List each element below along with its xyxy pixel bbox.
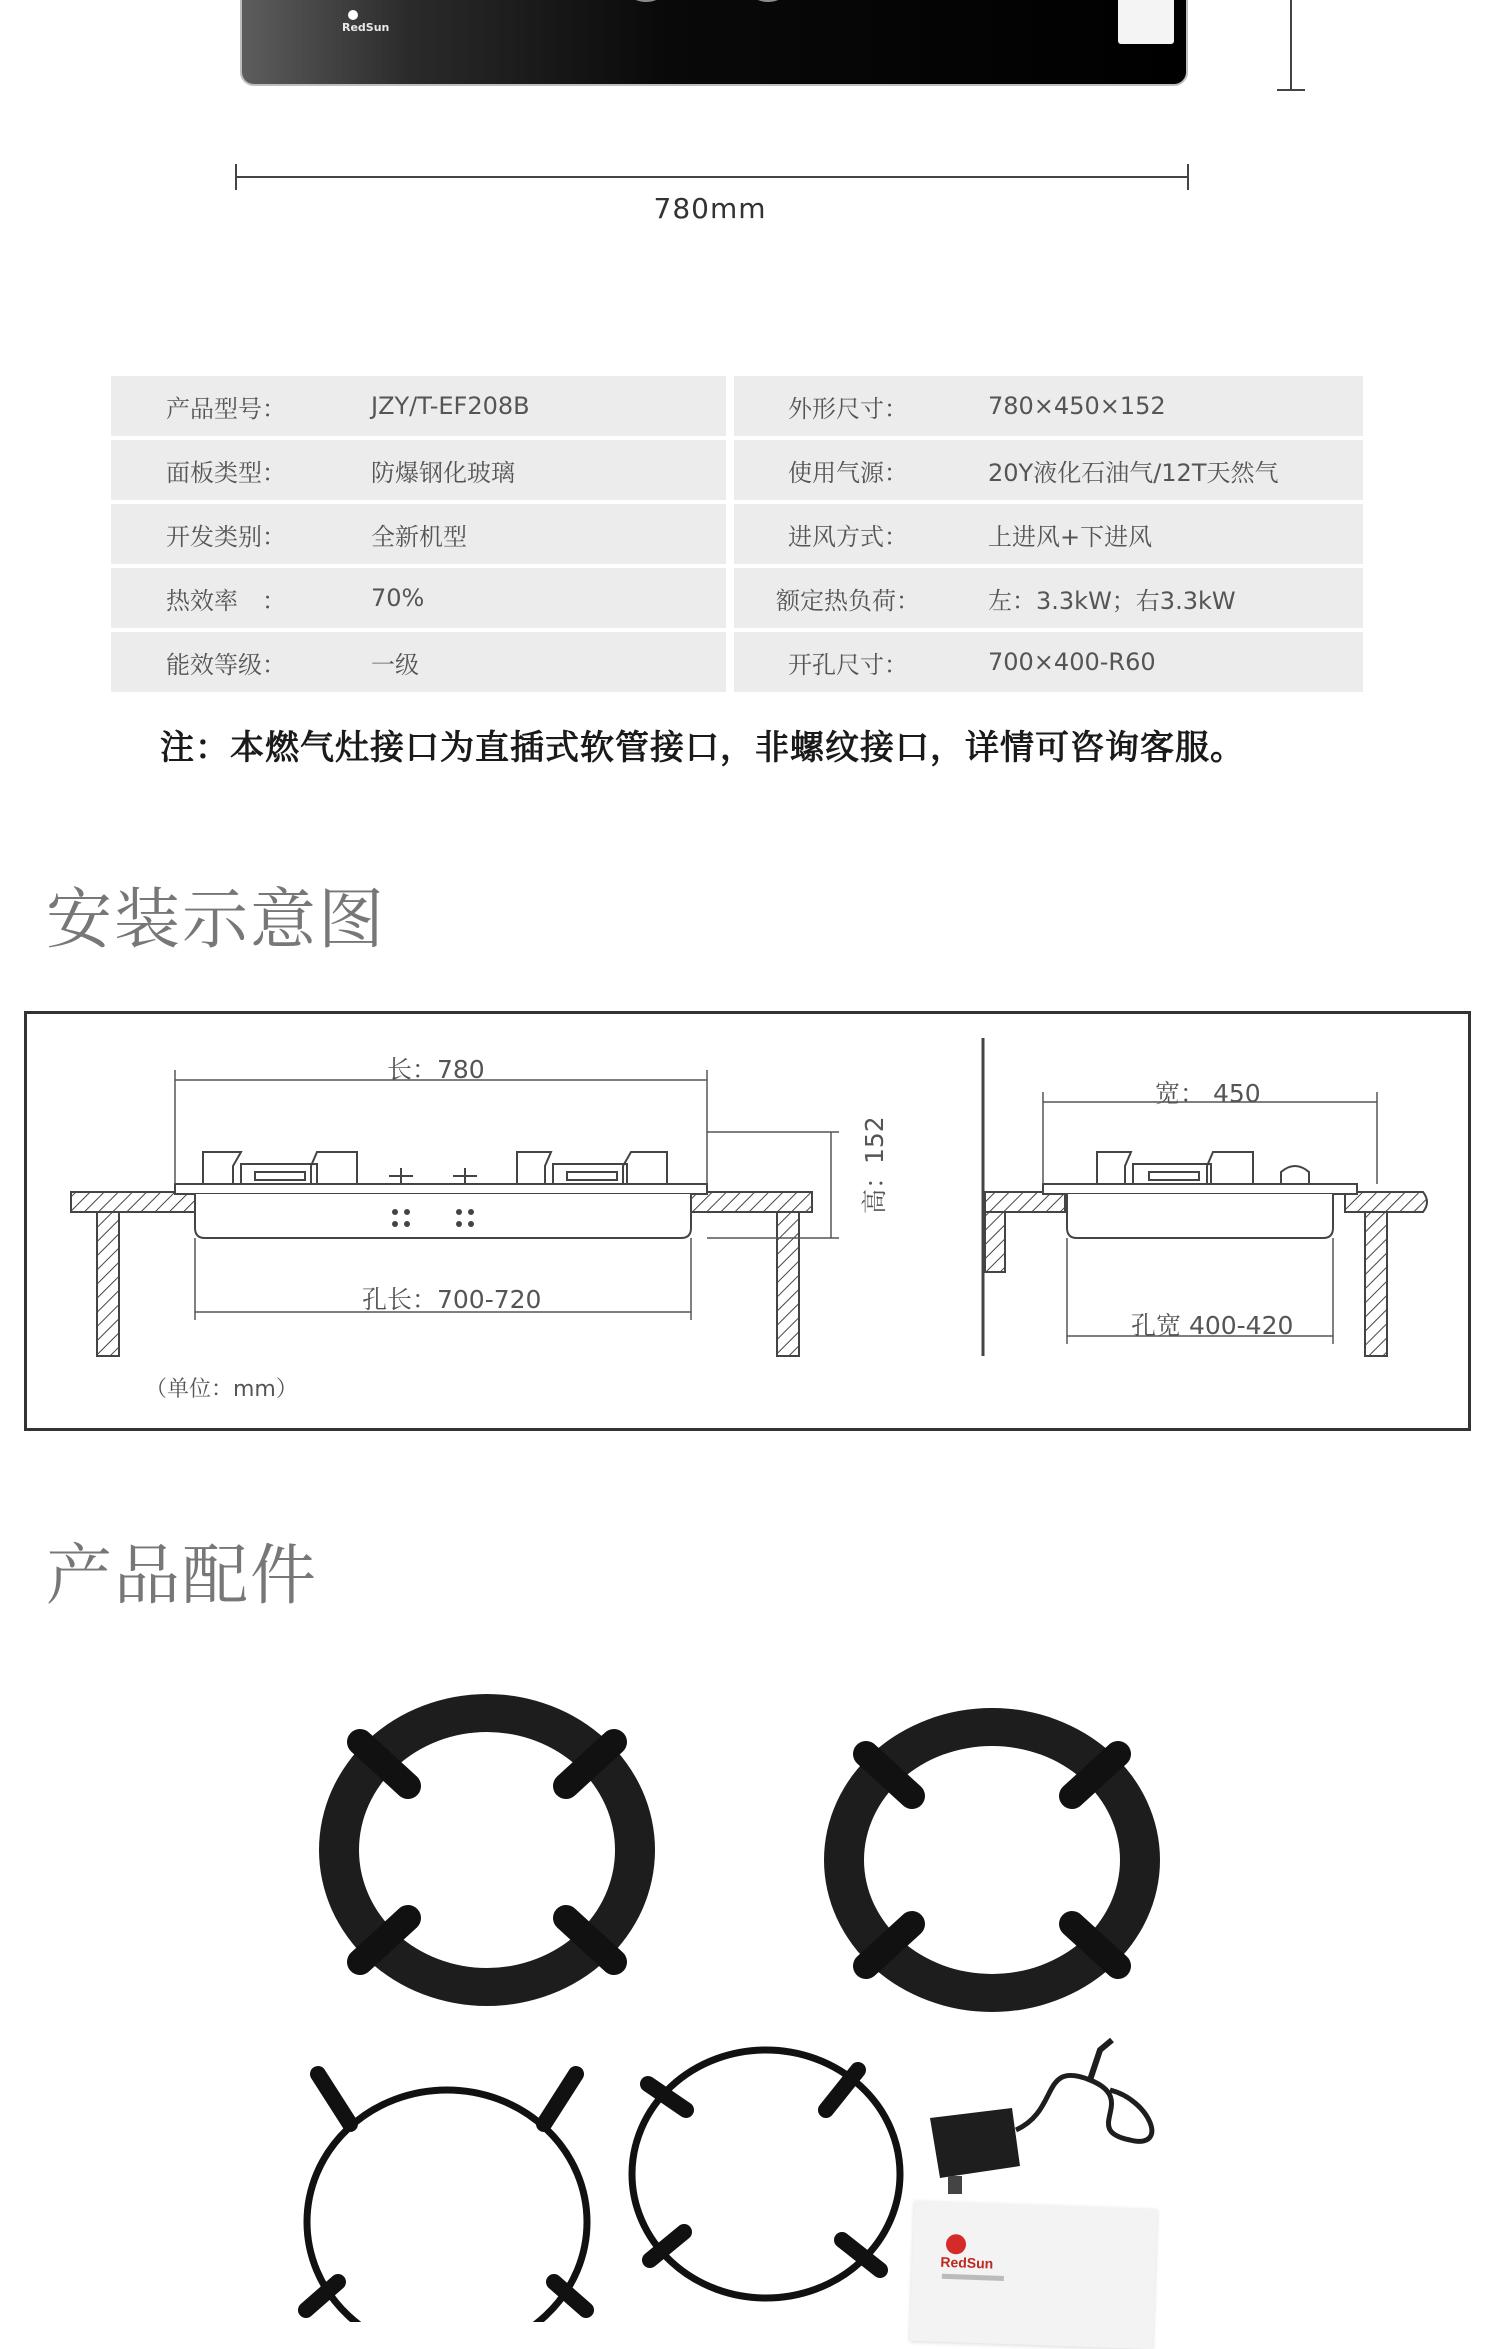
spec-gap xyxy=(726,632,734,692)
energy-efficiency-label xyxy=(1118,0,1174,44)
right-burner xyxy=(517,1152,667,1184)
spec-key: 热效率 ： xyxy=(111,568,341,628)
width-dimension-line xyxy=(235,176,1189,178)
width-dimension-cap-left xyxy=(235,164,237,190)
spec-key: 产品型号： xyxy=(111,376,341,436)
spec-value: 上进风+下进风 xyxy=(962,504,1363,564)
cast-iron-pan-support-left xyxy=(319,1694,655,2006)
spec-gap xyxy=(726,504,734,564)
right-control-knob xyxy=(742,0,794,2)
installation-diagram xyxy=(24,1011,1471,1431)
instruction-manual xyxy=(910,2201,1158,2349)
spec-key: 开发类别： xyxy=(111,504,341,564)
installation-diagram-svg xyxy=(27,1014,1468,1428)
spec-key: 能效等级： xyxy=(111,632,341,692)
spec-gap xyxy=(726,568,734,628)
length-label: 长：780 xyxy=(387,1055,485,1084)
power-adapter-icon xyxy=(930,2040,1152,2194)
install-section-title: 安装示意图 xyxy=(46,881,386,958)
spec-value: JZY/T-EF208B xyxy=(341,376,726,436)
spec-table xyxy=(111,372,1363,696)
cooktop-body xyxy=(195,1194,691,1238)
spec-value: 全新机型 xyxy=(341,504,726,564)
redsun-logo-icon xyxy=(946,2234,967,2255)
hole-width-label: 孔宽 400-420 xyxy=(1131,1311,1294,1340)
left-control-knob xyxy=(620,0,672,2)
spec-key: 进风方式： xyxy=(734,504,962,564)
manual-subtitle-bar xyxy=(942,2274,1004,2281)
height-label: 高：152 xyxy=(860,1116,889,1214)
side-burner xyxy=(1097,1152,1309,1184)
spec-gap xyxy=(726,440,734,500)
counter-side-left-lip xyxy=(985,1212,1005,1272)
spec-row xyxy=(111,376,1363,436)
cooktop-side-plate xyxy=(1043,1184,1357,1194)
height-dimension-cap xyxy=(1277,89,1305,91)
spec-value: 20Y液化石油气/12T天然气 xyxy=(962,440,1363,500)
spec-row xyxy=(111,504,1363,564)
spec-row xyxy=(111,568,1363,628)
spec-key: 额定热负荷： xyxy=(734,568,962,628)
spec-value: 左：3.3kW；右3.3kW xyxy=(962,568,1363,628)
cooktop-side-body xyxy=(1067,1194,1333,1238)
spec-value: 一级 xyxy=(341,632,726,692)
spec-value: 70% xyxy=(341,568,726,628)
spec-row xyxy=(111,440,1363,500)
spec-value: 防爆钢化玻璃 xyxy=(341,440,726,500)
wire-pan-support-right xyxy=(632,2050,900,2298)
spec-key: 使用气源： xyxy=(734,440,962,500)
accessories-section-title: 产品配件 xyxy=(46,1537,318,1614)
spec-value: 700×400-R60 xyxy=(962,632,1363,692)
left-burner xyxy=(203,1152,357,1184)
brand-logo-text: RedSun xyxy=(342,21,390,34)
unit-label: （单位：mm） xyxy=(145,1377,298,1402)
spec-value: 780×450×152 xyxy=(962,376,1363,436)
width-dimension-cap-right xyxy=(1187,164,1189,190)
height-dimension xyxy=(707,1132,839,1238)
cabinet-wall-right xyxy=(777,1212,799,1356)
connection-note: 注：本燃气灶接口为直插式软管接口，非螺纹接口，详情可咨询客服。 xyxy=(160,728,1245,768)
spec-key: 开孔尺寸： xyxy=(734,632,962,692)
brand-logo xyxy=(342,10,389,33)
igniters xyxy=(389,1168,477,1184)
cooktop-glass-panel xyxy=(240,0,1188,86)
spec-row xyxy=(111,632,1363,692)
cabinet-wall-left xyxy=(97,1212,119,1356)
height-dimension-line xyxy=(1290,0,1292,90)
width-label: 宽： 450 xyxy=(1155,1079,1261,1108)
width-dimension-label: 780mm xyxy=(653,192,767,225)
spec-key: 面板类型： xyxy=(111,440,341,500)
cooktop-top-plate xyxy=(175,1184,707,1194)
spec-gap xyxy=(726,376,734,436)
manual-brand: RedSun xyxy=(940,2253,994,2272)
hole-length-label: 孔长：700-720 xyxy=(362,1285,542,1314)
cabinet-side-wall xyxy=(1365,1212,1387,1356)
wire-pan-support-left xyxy=(306,2074,587,2322)
cast-iron-pan-support-right xyxy=(824,1708,1160,2012)
spec-key: 外形尺寸： xyxy=(734,376,962,436)
